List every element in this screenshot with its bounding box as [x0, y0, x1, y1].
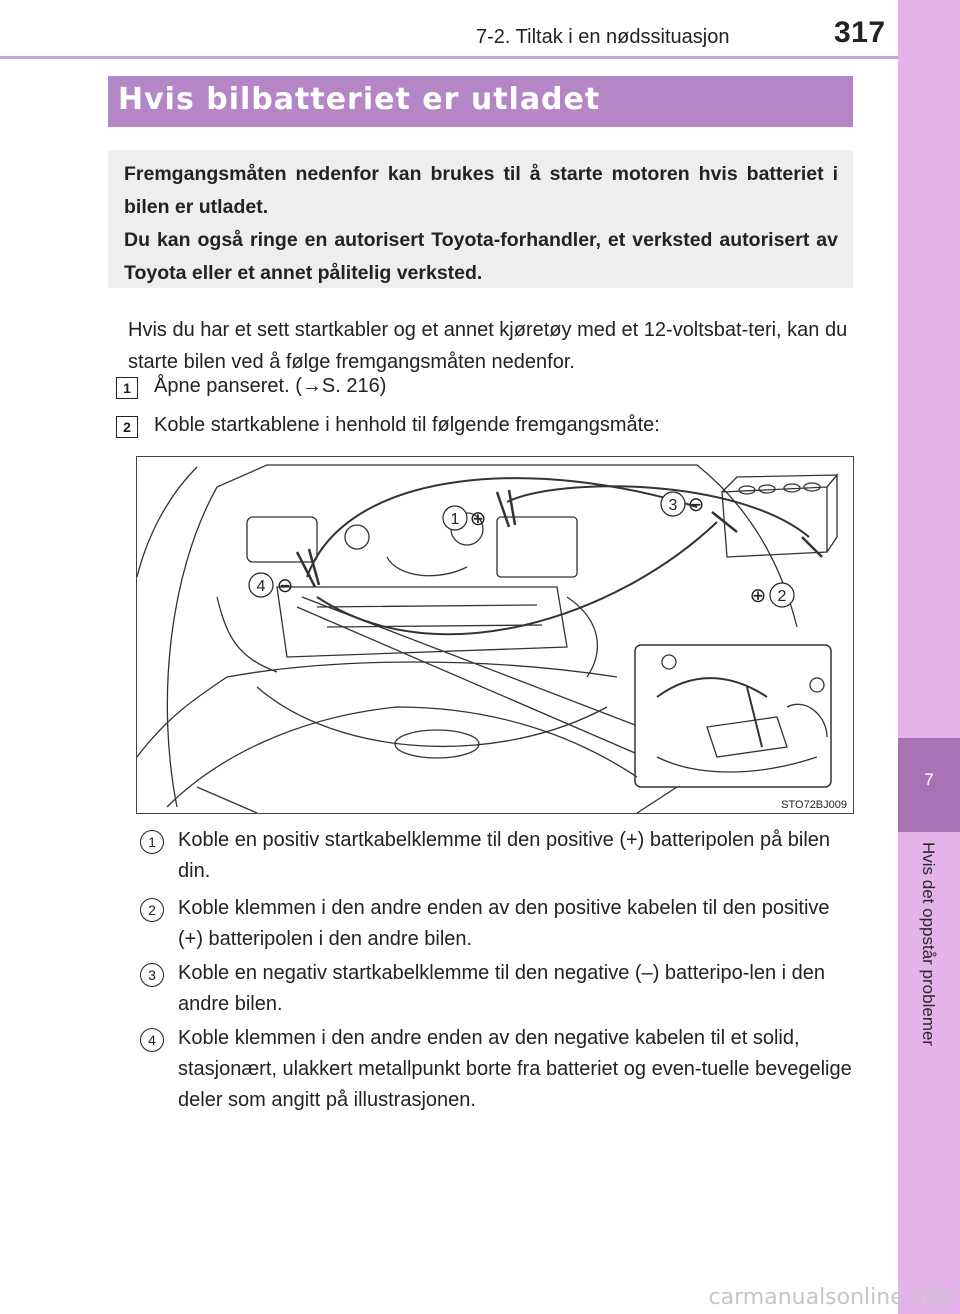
sub-step-text: Koble en negativ startkabelklemme til den negative (–) batteripo-len i den andre bilen.: [178, 962, 826, 1015]
step-badge: 2: [116, 416, 138, 438]
callout-3-sign: ⊖: [687, 494, 705, 516]
callout-4-number: 4: [256, 578, 266, 595]
callout-1-number: 1: [450, 511, 460, 528]
header-divider: [0, 56, 898, 59]
jump-start-illustration: [136, 456, 854, 814]
body-paragraph: [128, 314, 852, 378]
engine-bay-drawing: [137, 457, 853, 813]
page-number: 317: [834, 16, 886, 49]
page-title: Hvis bilbatteriet er utladet: [118, 82, 601, 117]
intro-line-1: Fremgangsmåten nedenfor kan brukes til å starte motoren hvis batteriet i bilen er utladet.: [124, 163, 838, 218]
callout-1-sign: ⊕: [469, 508, 487, 530]
sub-step-badge: 3: [140, 963, 164, 987]
step-badge: 1: [116, 377, 138, 399]
sub-step-badge: 1: [140, 830, 164, 854]
intro-text: [124, 158, 838, 290]
sub-step-text: Koble klemmen i den andre enden av den positive kabelen til den positive (+) batteripolen i den andre bilen.: [178, 897, 830, 950]
sub-step-text: Koble en positiv startkabelklemme til den positive (+) batteripolen på bilen din.: [178, 829, 831, 882]
section-header: 7-2. Tiltak i en nødssituasjon: [476, 26, 730, 48]
sub-step-text: Koble klemmen i den andre enden av den negative kabelen til et solid, stasjonært, ulakkert metallpunkt borte fra batteriet og even-tuelle bevegelige deler som angitt på illustrasjonen.: [178, 1027, 852, 1111]
sub-step-badge: 2: [140, 898, 164, 922]
chapter-number: 7: [924, 770, 934, 789]
callout-3-number: 3: [668, 497, 678, 514]
body-text: Hvis du har et sett startkabler og et annet kjøretøy med et 12-voltsbat-teri, kan du starte bilen ved å følge fremgangsmåten nedenfor.: [128, 319, 848, 373]
callout-4-sign: ⊖: [276, 575, 294, 597]
watermark: carmanualsonline.info: [708, 1285, 952, 1310]
callout-2-number: 2: [777, 588, 787, 605]
chapter-sidebar: [898, 0, 960, 1314]
chapter-title: Hvis det oppstår problemer: [919, 842, 938, 1047]
step-text: Koble startkablene i henhold til følgende fremgangsmåte:: [154, 414, 660, 436]
step-text: Åpne panseret. (→S. 216): [154, 375, 387, 397]
callout-2-sign: ⊕: [749, 585, 767, 607]
intro-line-2: Du kan også ringe en autorisert Toyota-forhandler, et verksted autorisert av Toyota eller et annet pålitelig verksted.: [124, 229, 838, 284]
figure-code: STO72BJ009: [781, 799, 847, 811]
sub-step-badge: 4: [140, 1028, 164, 1052]
